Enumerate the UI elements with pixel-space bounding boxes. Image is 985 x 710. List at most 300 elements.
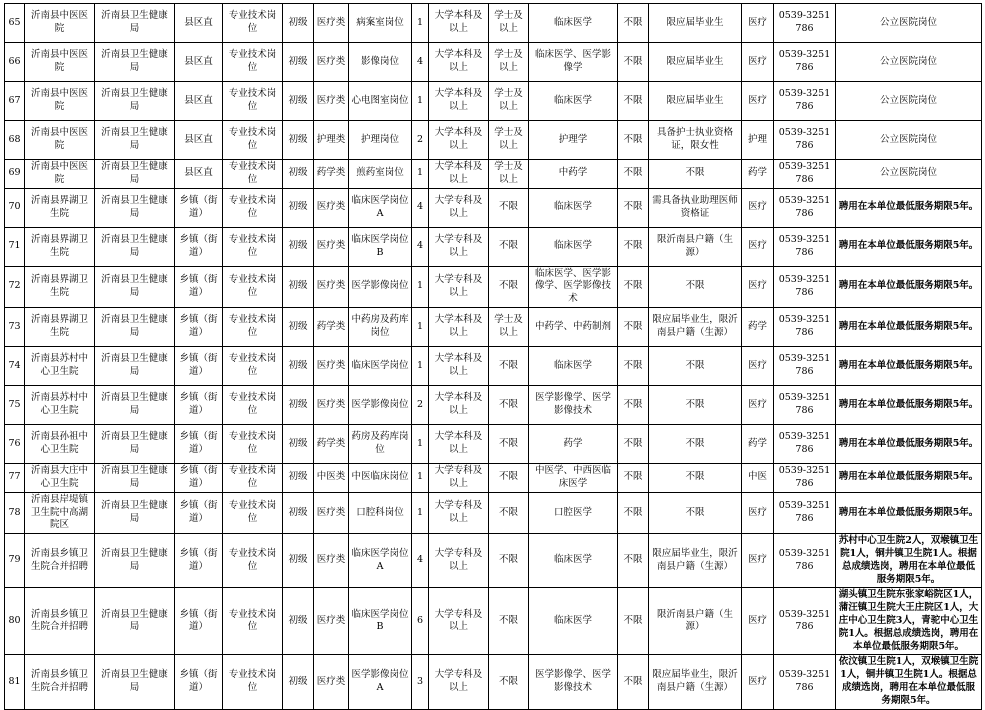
cell-post-type: 医疗类 [314, 82, 349, 121]
cell-row-number: 66 [5, 43, 25, 82]
cell-education-requirement: 大学专科及以上 [429, 655, 489, 709]
cell-post-type: 医疗类 [314, 227, 349, 266]
cell-remarks-requirement: 不限 [649, 386, 742, 425]
cell-hire-count: 3 [412, 655, 429, 709]
cell-unit-level: 县区直 [175, 121, 223, 160]
cell-employer-unit: 沂南县苏村中心卫生院 [25, 386, 95, 425]
cell-hire-count: 4 [412, 43, 429, 82]
cell-remarks-requirement: 不限 [649, 266, 742, 307]
table-row [5, 464, 982, 493]
cell-row-number: 81 [5, 655, 25, 709]
cell-employer-unit: 沂南县苏村中心卫生院 [25, 347, 95, 386]
cell-supervising-department: 沂南县卫生健康局 [95, 160, 175, 189]
cell-major-requirement: 药学 [529, 425, 618, 464]
cell-contact-phone: 0539-3251786 [774, 121, 836, 160]
cell-employer-unit: 沂南县岸堤镇卫生院中高湖院区 [25, 492, 95, 533]
cell-major-requirement: 临床医学 [529, 82, 618, 121]
cell-hire-count: 4 [412, 534, 429, 588]
cell-remarks-requirement: 限应届毕业生 [649, 43, 742, 82]
cell-contact-phone: 0539-3251786 [774, 188, 836, 227]
table-row [5, 308, 982, 347]
cell-hire-count: 2 [412, 386, 429, 425]
table-row [5, 82, 982, 121]
table-row [5, 534, 982, 588]
cell-post-name: 医学影像岗位A [349, 655, 412, 709]
cell-contact-phone: 0539-3251786 [774, 43, 836, 82]
cell-degree-requirement: 学士及以上 [489, 4, 529, 43]
cell-other-requirement: 不限 [618, 308, 649, 347]
cell-row-number: 65 [5, 4, 25, 43]
cell-major-requirement: 医学影像学、医学影像技术 [529, 655, 618, 709]
cell-hire-count: 1 [412, 266, 429, 307]
cell-degree-requirement: 学士及以上 [489, 43, 529, 82]
cell-notes: 湖头镇卫生院东张家峪院区1人，蒲汪镇卫生院大王庄院区1人，大庄中心卫生院3人，青驼中心卫生院1人。根据总成绩选岗，聘用在本单位最低服务期限5年。 [836, 588, 982, 655]
cell-other-requirement: 不限 [618, 534, 649, 588]
cell-post-name: 临床医学岗位A [349, 188, 412, 227]
cell-post-type: 医疗类 [314, 347, 349, 386]
table-row [5, 386, 982, 425]
cell-post-category: 专业技术岗位 [223, 188, 283, 227]
cell-supervising-department: 沂南县卫生健康局 [95, 308, 175, 347]
cell-supervising-department: 沂南县卫生健康局 [95, 534, 175, 588]
cell-major-requirement: 医学影像学、医学影像技术 [529, 386, 618, 425]
cell-contact-phone: 0539-3251786 [774, 588, 836, 655]
cell-notes: 苏村中心卫生院2人，双堠镇卫生院1人，铜井镇卫生院1人。根据总成绩选岗，聘用在本单位最低服务期限5年。 [836, 534, 982, 588]
cell-unit-level: 乡镇（街道） [175, 492, 223, 533]
cell-notes: 聘用在本单位最低服务期限5年。 [836, 266, 982, 307]
cell-exam-category: 医疗 [742, 386, 774, 425]
cell-employer-unit: 沂南县中医医院 [25, 43, 95, 82]
cell-exam-category: 药学 [742, 308, 774, 347]
cell-notes: 公立医院岗位 [836, 4, 982, 43]
cell-employer-unit: 沂南县乡镇卫生院合并招聘 [25, 655, 95, 709]
cell-remarks-requirement: 具备护士执业资格证，限女性 [649, 121, 742, 160]
cell-post-type: 药学类 [314, 425, 349, 464]
cell-post-name: 临床医学岗位B [349, 227, 412, 266]
cell-hire-count: 1 [412, 347, 429, 386]
cell-education-requirement: 大学本科及以上 [429, 82, 489, 121]
cell-post-grade: 初级 [283, 43, 314, 82]
cell-post-category: 专业技术岗位 [223, 82, 283, 121]
cell-hire-count: 6 [412, 588, 429, 655]
cell-degree-requirement: 不限 [489, 588, 529, 655]
cell-major-requirement: 临床医学 [529, 588, 618, 655]
cell-supervising-department: 沂南县卫生健康局 [95, 492, 175, 533]
cell-education-requirement: 大学专科及以上 [429, 492, 489, 533]
cell-degree-requirement: 学士及以上 [489, 160, 529, 189]
cell-post-category: 专业技术岗位 [223, 464, 283, 493]
cell-remarks-requirement: 限沂南县户籍（生源） [649, 227, 742, 266]
cell-degree-requirement: 学士及以上 [489, 308, 529, 347]
cell-unit-level: 乡镇（街道） [175, 425, 223, 464]
cell-post-grade: 初级 [283, 160, 314, 189]
cell-employer-unit: 沂南县乡镇卫生院合并招聘 [25, 534, 95, 588]
cell-exam-category: 医疗 [742, 534, 774, 588]
cell-contact-phone: 0539-3251786 [774, 227, 836, 266]
cell-post-name: 心电图室岗位 [349, 82, 412, 121]
cell-remarks-requirement: 不限 [649, 347, 742, 386]
cell-post-type: 医疗类 [314, 386, 349, 425]
cell-remarks-requirement: 限沂南县户籍（生源） [649, 588, 742, 655]
cell-exam-category: 医疗 [742, 266, 774, 307]
table-row [5, 655, 982, 709]
cell-degree-requirement: 不限 [489, 266, 529, 307]
cell-post-name: 药房及药库岗位 [349, 425, 412, 464]
cell-other-requirement: 不限 [618, 464, 649, 493]
cell-post-grade: 初级 [283, 188, 314, 227]
recruitment-table [4, 3, 982, 710]
cell-exam-category: 医疗 [742, 4, 774, 43]
cell-post-category: 专业技术岗位 [223, 425, 283, 464]
cell-post-grade: 初级 [283, 492, 314, 533]
cell-contact-phone: 0539-3251786 [774, 82, 836, 121]
cell-row-number: 74 [5, 347, 25, 386]
cell-post-name: 影像岗位 [349, 43, 412, 82]
cell-degree-requirement: 不限 [489, 386, 529, 425]
cell-employer-unit: 沂南县中医医院 [25, 82, 95, 121]
cell-post-category: 专业技术岗位 [223, 588, 283, 655]
cell-row-number: 75 [5, 386, 25, 425]
table-row [5, 266, 982, 307]
cell-row-number: 69 [5, 160, 25, 189]
cell-row-number: 77 [5, 464, 25, 493]
cell-other-requirement: 不限 [618, 4, 649, 43]
cell-notes: 公立医院岗位 [836, 82, 982, 121]
cell-notes: 聘用在本单位最低服务期限5年。 [836, 347, 982, 386]
cell-remarks-requirement: 不限 [649, 160, 742, 189]
table-row [5, 160, 982, 189]
cell-post-name: 临床医学岗位B [349, 588, 412, 655]
cell-unit-level: 县区直 [175, 43, 223, 82]
cell-exam-category: 医疗 [742, 82, 774, 121]
cell-post-type: 药学类 [314, 308, 349, 347]
cell-major-requirement: 临床医学 [529, 188, 618, 227]
cell-remarks-requirement: 限应届毕业生 [649, 82, 742, 121]
cell-post-grade: 初级 [283, 227, 314, 266]
cell-degree-requirement: 不限 [489, 227, 529, 266]
cell-post-type: 医疗类 [314, 655, 349, 709]
cell-major-requirement: 中药学 [529, 160, 618, 189]
cell-unit-level: 乡镇（街道） [175, 227, 223, 266]
cell-exam-category: 医疗 [742, 43, 774, 82]
cell-hire-count: 1 [412, 464, 429, 493]
cell-post-type: 中医类 [314, 464, 349, 493]
cell-other-requirement: 不限 [618, 492, 649, 533]
cell-unit-level: 县区直 [175, 160, 223, 189]
cell-contact-phone: 0539-3251786 [774, 425, 836, 464]
cell-major-requirement: 口腔医学 [529, 492, 618, 533]
cell-exam-category: 中医 [742, 464, 774, 493]
cell-other-requirement: 不限 [618, 227, 649, 266]
cell-degree-requirement: 不限 [489, 188, 529, 227]
cell-degree-requirement: 不限 [489, 492, 529, 533]
cell-degree-requirement: 不限 [489, 655, 529, 709]
cell-education-requirement: 大学本科及以上 [429, 347, 489, 386]
cell-post-name: 煎药室岗位 [349, 160, 412, 189]
cell-unit-level: 县区直 [175, 4, 223, 43]
cell-degree-requirement: 不限 [489, 425, 529, 464]
cell-employer-unit: 沂南县界湖卫生院 [25, 308, 95, 347]
table-row [5, 227, 982, 266]
cell-supervising-department: 沂南县卫生健康局 [95, 464, 175, 493]
cell-post-category: 专业技术岗位 [223, 308, 283, 347]
cell-employer-unit: 沂南县乡镇卫生院合并招聘 [25, 588, 95, 655]
cell-remarks-requirement: 不限 [649, 425, 742, 464]
cell-employer-unit: 沂南县界湖卫生院 [25, 188, 95, 227]
cell-post-type: 护理类 [314, 121, 349, 160]
cell-unit-level: 县区直 [175, 82, 223, 121]
table-row [5, 43, 982, 82]
cell-other-requirement: 不限 [618, 347, 649, 386]
cell-post-grade: 初级 [283, 534, 314, 588]
cell-supervising-department: 沂南县卫生健康局 [95, 227, 175, 266]
cell-post-name: 医学影像岗位 [349, 266, 412, 307]
cell-unit-level: 乡镇（街道） [175, 464, 223, 493]
cell-remarks-requirement: 需具备执业助理医师资格证 [649, 188, 742, 227]
cell-major-requirement: 护理学 [529, 121, 618, 160]
cell-post-grade: 初级 [283, 308, 314, 347]
cell-post-category: 专业技术岗位 [223, 4, 283, 43]
cell-supervising-department: 沂南县卫生健康局 [95, 4, 175, 43]
cell-major-requirement: 临床医学、医学影像学、医学影像技术 [529, 266, 618, 307]
cell-post-category: 专业技术岗位 [223, 386, 283, 425]
cell-supervising-department: 沂南县卫生健康局 [95, 43, 175, 82]
cell-post-category: 专业技术岗位 [223, 347, 283, 386]
cell-remarks-requirement: 不限 [649, 492, 742, 533]
cell-exam-category: 药学 [742, 425, 774, 464]
cell-post-grade: 初级 [283, 266, 314, 307]
cell-remarks-requirement: 限应届毕业生，限沂南县户籍（生源） [649, 655, 742, 709]
cell-post-type: 医疗类 [314, 4, 349, 43]
cell-education-requirement: 大学专科及以上 [429, 464, 489, 493]
cell-education-requirement: 大学本科及以上 [429, 425, 489, 464]
cell-contact-phone: 0539-3251786 [774, 655, 836, 709]
table-row [5, 492, 982, 533]
cell-post-category: 专业技术岗位 [223, 492, 283, 533]
cell-post-name: 护理岗位 [349, 121, 412, 160]
cell-supervising-department: 沂南县卫生健康局 [95, 386, 175, 425]
cell-remarks-requirement: 不限 [649, 464, 742, 493]
cell-row-number: 78 [5, 492, 25, 533]
cell-exam-category: 医疗 [742, 492, 774, 533]
cell-post-grade: 初级 [283, 588, 314, 655]
cell-education-requirement: 大学本科及以上 [429, 386, 489, 425]
cell-exam-category: 医疗 [742, 227, 774, 266]
cell-contact-phone: 0539-3251786 [774, 386, 836, 425]
cell-education-requirement: 大学专科及以上 [429, 588, 489, 655]
cell-notes: 公立医院岗位 [836, 43, 982, 82]
cell-unit-level: 乡镇（街道） [175, 534, 223, 588]
cell-education-requirement: 大学专科及以上 [429, 227, 489, 266]
cell-unit-level: 乡镇（街道） [175, 266, 223, 307]
cell-employer-unit: 沂南县大庄中心卫生院 [25, 464, 95, 493]
table-row [5, 347, 982, 386]
cell-hire-count: 1 [412, 4, 429, 43]
cell-post-grade: 初级 [283, 347, 314, 386]
cell-row-number: 67 [5, 82, 25, 121]
cell-exam-category: 医疗 [742, 588, 774, 655]
cell-other-requirement: 不限 [618, 425, 649, 464]
cell-notes: 聘用在本单位最低服务期限5年。 [836, 308, 982, 347]
cell-major-requirement: 临床医学、医学影像学 [529, 43, 618, 82]
table-row [5, 121, 982, 160]
cell-hire-count: 4 [412, 188, 429, 227]
cell-post-name: 中医临床岗位 [349, 464, 412, 493]
cell-row-number: 73 [5, 308, 25, 347]
cell-row-number: 68 [5, 121, 25, 160]
cell-other-requirement: 不限 [618, 386, 649, 425]
table-row [5, 4, 982, 43]
cell-post-grade: 初级 [283, 425, 314, 464]
cell-other-requirement: 不限 [618, 188, 649, 227]
cell-post-type: 医疗类 [314, 588, 349, 655]
cell-supervising-department: 沂南县卫生健康局 [95, 82, 175, 121]
cell-notes: 聘用在本单位最低服务期限5年。 [836, 188, 982, 227]
cell-remarks-requirement: 限应届毕业生，限沂南县户籍（生源） [649, 534, 742, 588]
cell-remarks-requirement: 限应届毕业生 [649, 4, 742, 43]
cell-contact-phone: 0539-3251786 [774, 266, 836, 307]
cell-unit-level: 乡镇（街道） [175, 308, 223, 347]
cell-hire-count: 4 [412, 227, 429, 266]
cell-post-type: 医疗类 [314, 43, 349, 82]
cell-post-type: 医疗类 [314, 188, 349, 227]
cell-employer-unit: 沂南县中医医院 [25, 160, 95, 189]
cell-degree-requirement: 学士及以上 [489, 121, 529, 160]
cell-other-requirement: 不限 [618, 43, 649, 82]
cell-remarks-requirement: 限应届毕业生，限沂南县户籍（生源） [649, 308, 742, 347]
cell-education-requirement: 大学本科及以上 [429, 160, 489, 189]
cell-other-requirement: 不限 [618, 160, 649, 189]
cell-contact-phone: 0539-3251786 [774, 160, 836, 189]
cell-contact-phone: 0539-3251786 [774, 534, 836, 588]
cell-post-type: 医疗类 [314, 534, 349, 588]
cell-hire-count: 1 [412, 425, 429, 464]
cell-notes: 公立医院岗位 [836, 160, 982, 189]
cell-contact-phone: 0539-3251786 [774, 492, 836, 533]
cell-supervising-department: 沂南县卫生健康局 [95, 655, 175, 709]
cell-post-category: 专业技术岗位 [223, 655, 283, 709]
cell-exam-category: 医疗 [742, 347, 774, 386]
cell-hire-count: 1 [412, 82, 429, 121]
cell-degree-requirement: 不限 [489, 464, 529, 493]
cell-notes: 聘用在本单位最低服务期限5年。 [836, 425, 982, 464]
cell-employer-unit: 沂南县中医医院 [25, 4, 95, 43]
cell-contact-phone: 0539-3251786 [774, 347, 836, 386]
cell-post-type: 医疗类 [314, 492, 349, 533]
cell-notes: 聘用在本单位最低服务期限5年。 [836, 464, 982, 493]
cell-employer-unit: 沂南县界湖卫生院 [25, 227, 95, 266]
cell-education-requirement: 大学本科及以上 [429, 121, 489, 160]
cell-post-name: 口腔科岗位 [349, 492, 412, 533]
cell-other-requirement: 不限 [618, 121, 649, 160]
cell-notes: 聘用在本单位最低服务期限5年。 [836, 386, 982, 425]
cell-post-name: 临床医学岗位A [349, 534, 412, 588]
cell-unit-level: 乡镇（街道） [175, 188, 223, 227]
cell-post-grade: 初级 [283, 464, 314, 493]
cell-post-category: 专业技术岗位 [223, 266, 283, 307]
cell-contact-phone: 0539-3251786 [774, 308, 836, 347]
cell-supervising-department: 沂南县卫生健康局 [95, 588, 175, 655]
cell-post-category: 专业技术岗位 [223, 43, 283, 82]
cell-post-type: 药学类 [314, 160, 349, 189]
cell-unit-level: 乡镇（街道） [175, 386, 223, 425]
cell-post-grade: 初级 [283, 386, 314, 425]
cell-post-name: 病案室岗位 [349, 4, 412, 43]
cell-post-category: 专业技术岗位 [223, 160, 283, 189]
cell-supervising-department: 沂南县卫生健康局 [95, 347, 175, 386]
cell-education-requirement: 大学专科及以上 [429, 534, 489, 588]
cell-post-grade: 初级 [283, 655, 314, 709]
cell-education-requirement: 大学本科及以上 [429, 4, 489, 43]
cell-unit-level: 乡镇（街道） [175, 588, 223, 655]
cell-notes: 聘用在本单位最低服务期限5年。 [836, 227, 982, 266]
cell-notes: 公立医院岗位 [836, 121, 982, 160]
cell-degree-requirement: 不限 [489, 347, 529, 386]
cell-education-requirement: 大学本科及以上 [429, 308, 489, 347]
cell-supervising-department: 沂南县卫生健康局 [95, 121, 175, 160]
cell-unit-level: 乡镇（街道） [175, 655, 223, 709]
cell-employer-unit: 沂南县孙祖中心卫生院 [25, 425, 95, 464]
table-row [5, 188, 982, 227]
cell-degree-requirement: 不限 [489, 534, 529, 588]
cell-post-grade: 初级 [283, 121, 314, 160]
cell-exam-category: 医疗 [742, 188, 774, 227]
cell-other-requirement: 不限 [618, 655, 649, 709]
cell-other-requirement: 不限 [618, 82, 649, 121]
cell-employer-unit: 沂南县界湖卫生院 [25, 266, 95, 307]
cell-contact-phone: 0539-3251786 [774, 4, 836, 43]
cell-hire-count: 1 [412, 160, 429, 189]
cell-post-name: 医学影像岗位 [349, 386, 412, 425]
cell-row-number: 70 [5, 188, 25, 227]
cell-major-requirement: 临床医学 [529, 534, 618, 588]
cell-other-requirement: 不限 [618, 588, 649, 655]
cell-row-number: 79 [5, 534, 25, 588]
cell-row-number: 80 [5, 588, 25, 655]
cell-hire-count: 2 [412, 121, 429, 160]
cell-notes: 依汶镇卫生院1人，双堠镇卫生院1人，铜井镇卫生院1人。根据总成绩选岗，聘用在本单位最低服务期限5年。 [836, 655, 982, 709]
cell-major-requirement: 临床医学 [529, 347, 618, 386]
cell-education-requirement: 大学专科及以上 [429, 188, 489, 227]
cell-unit-level: 乡镇（街道） [175, 347, 223, 386]
cell-major-requirement: 中医学、中西医临床医学 [529, 464, 618, 493]
table-row [5, 588, 982, 655]
cell-employer-unit: 沂南县中医医院 [25, 121, 95, 160]
cell-notes: 聘用在本单位最低服务期限5年。 [836, 492, 982, 533]
cell-row-number: 72 [5, 266, 25, 307]
cell-contact-phone: 0539-3251786 [774, 464, 836, 493]
cell-post-name: 中药房及药库岗位 [349, 308, 412, 347]
cell-post-category: 专业技术岗位 [223, 121, 283, 160]
cell-exam-category: 药学 [742, 160, 774, 189]
cell-post-category: 专业技术岗位 [223, 227, 283, 266]
cell-post-name: 临床医学岗位 [349, 347, 412, 386]
cell-degree-requirement: 学士及以上 [489, 82, 529, 121]
cell-major-requirement: 临床医学 [529, 227, 618, 266]
cell-hire-count: 1 [412, 308, 429, 347]
cell-exam-category: 医疗 [742, 655, 774, 709]
cell-supervising-department: 沂南县卫生健康局 [95, 188, 175, 227]
cell-other-requirement: 不限 [618, 266, 649, 307]
cell-exam-category: 护理 [742, 121, 774, 160]
cell-row-number: 71 [5, 227, 25, 266]
cell-post-type: 医疗类 [314, 266, 349, 307]
cell-post-grade: 初级 [283, 82, 314, 121]
cell-row-number: 76 [5, 425, 25, 464]
cell-post-grade: 初级 [283, 4, 314, 43]
cell-major-requirement: 中药学、中药制剂 [529, 308, 618, 347]
cell-supervising-department: 沂南县卫生健康局 [95, 425, 175, 464]
